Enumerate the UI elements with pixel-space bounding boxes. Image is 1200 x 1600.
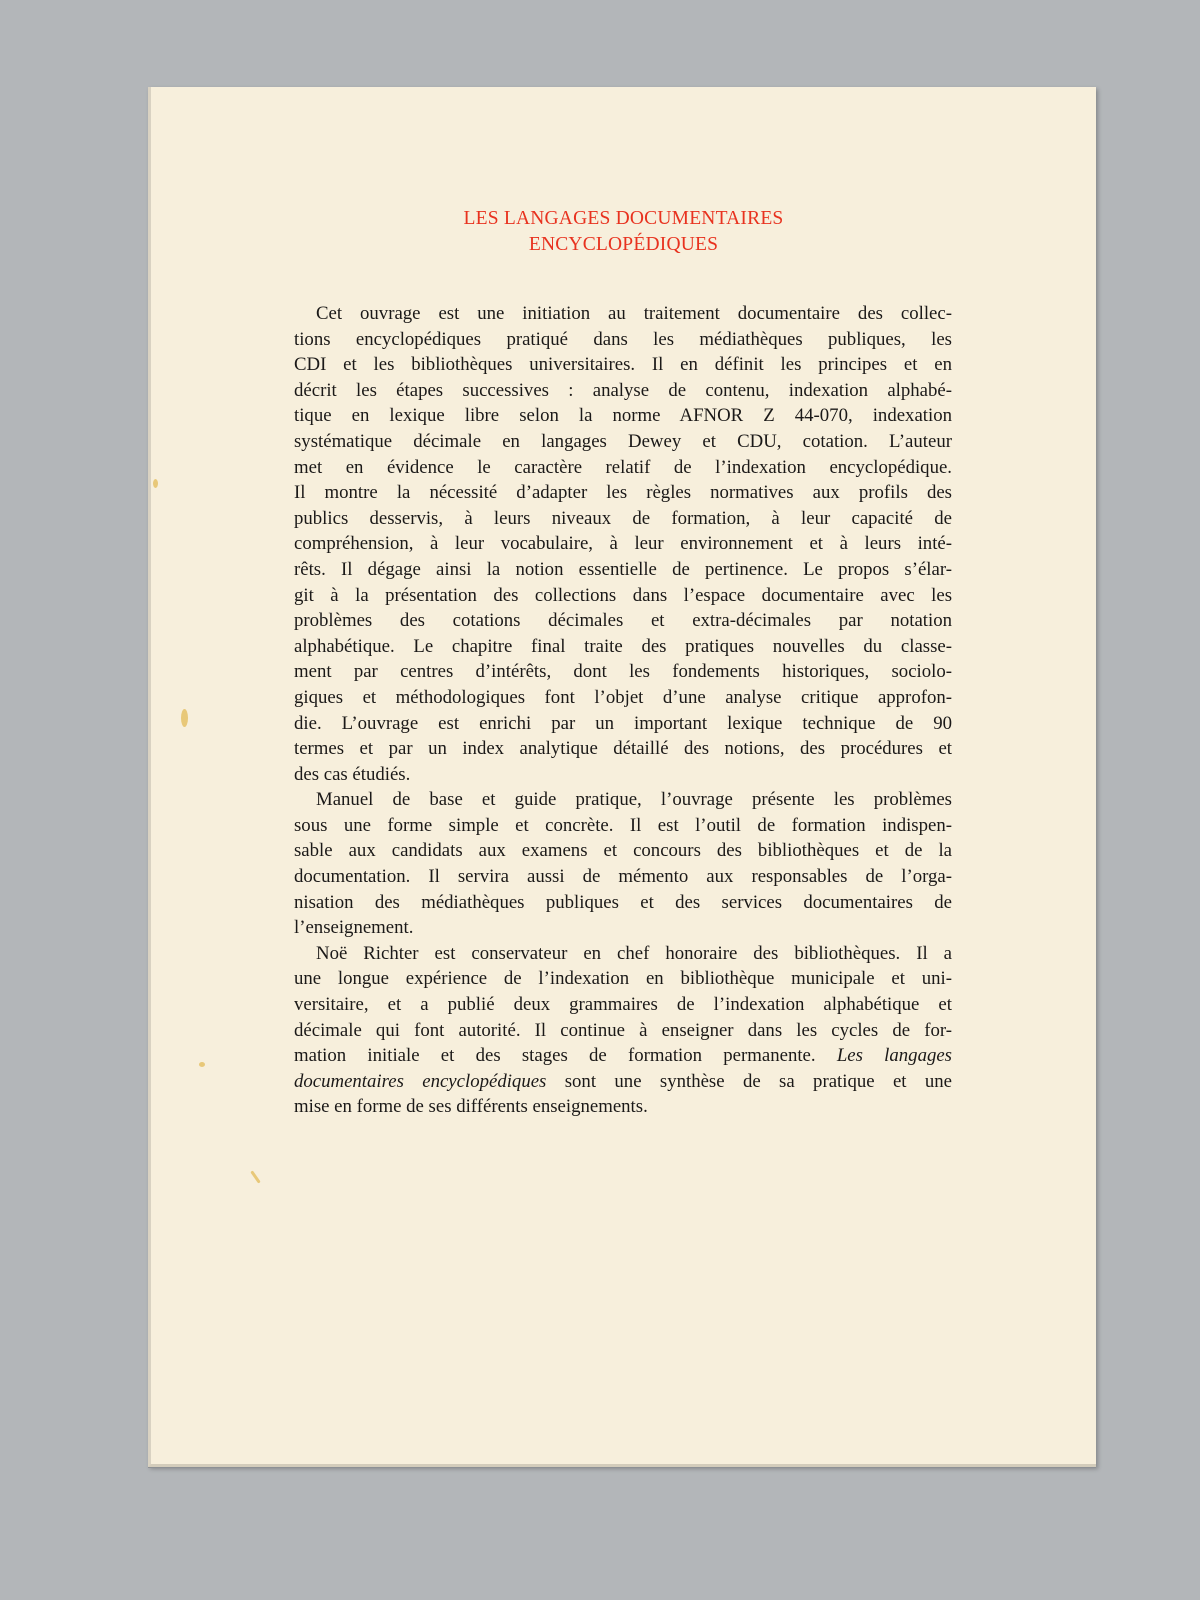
text-line: Manuel de base et guide pratique, l’ouvrage présente les problèmes (316, 789, 952, 811)
text-line: tique en lexique libre selon la norme AFNOR Z 44-070, indexation (294, 405, 952, 427)
text-line: sous une forme simple et concrète. Il est l’outil de formation indispen- (294, 814, 952, 836)
text-line: des cas étudiés. (294, 763, 411, 785)
text-line (294, 1069, 952, 1095)
paper-stain (181, 709, 188, 727)
text-line: Il montre la nécessité d’adapter les règles normatives aux profils des (294, 482, 952, 504)
text-line: ment par centres d’intérêts, dont les fondements historiques, sociolo- (294, 661, 952, 683)
text-line: mise en forme de ses différents enseignements. (294, 1096, 648, 1118)
paragraph-description (294, 301, 952, 787)
text-line: systématique décimale en langages Dewey et CDU, cotation. L’auteur (294, 430, 952, 452)
text-line: compréhension, à leur vocabulaire, à leur environnement et à leurs inté- (294, 533, 952, 555)
text-line (294, 1043, 952, 1069)
book-back-cover (148, 87, 1096, 1467)
title-line-1: LES LANGAGES DOCUMENTAIRES (463, 208, 784, 229)
text-line: met en évidence le caractère relatif de l’indexation encyclopédique. (294, 456, 952, 478)
paper-stain (250, 1170, 260, 1183)
paragraph-audience (294, 787, 952, 941)
text-line: documentation. Il servira aussi de mémento aux responsables de l’orga- (294, 866, 952, 888)
text-line: giques et méthodologiques font l’objet d’une analyse critique approfon- (294, 686, 952, 708)
text-line: nisation des médiathèques publiques et des services documentaires de (294, 891, 952, 913)
paragraph-author (294, 941, 952, 1120)
text-line: tions encyclopédiques pratiqué dans les médiathèques publiques, les (294, 328, 952, 350)
text-segment: sont une synthèse de sa pratique et une (564, 1070, 952, 1092)
text-line: rêts. Il dégage ainsi la notion essentielle de pertinence. Le propos s’élar- (294, 558, 952, 580)
paper-stain (153, 479, 158, 488)
text-line: alphabétique. Le chapitre final traite des pratiques nouvelles du classe- (294, 635, 952, 657)
text-segment: mation initiale et des stages de formation permanente. (294, 1045, 816, 1067)
text-line: l’enseignement. (294, 917, 414, 939)
text-line: problèmes des cotations décimales et extra-décimales par notation (294, 610, 952, 632)
blurb-text (294, 301, 952, 1120)
text-line: git à la présentation des collections dans l’espace documentaire avec les (294, 584, 952, 606)
paper-stain (199, 1062, 205, 1067)
book-title (151, 206, 1096, 258)
italic-title-part: Les langages (836, 1045, 952, 1067)
text-line: décimale qui font autorité. Il continue à enseigner dans les cycles de for- (294, 1019, 952, 1041)
text-line: termes et par un index analytique détaillé des notions, des procédures et (294, 738, 952, 760)
text-line: publics desservis, à leurs niveaux de formation, à leur capacité de (294, 507, 952, 529)
text-line: CDI et les bibliothèques universitaires. Il en définit les principes et en (294, 354, 952, 376)
text-line: Cet ouvrage est une initiation au traitement documentaire des collec- (316, 303, 952, 324)
title-line-2: ENCYCLOPÉDIQUES (528, 234, 719, 255)
text-line: Noë Richter est conservateur en chef honoraire des bibliothèques. Il a (316, 942, 952, 964)
text-line: décrit les étapes successives : analyse de contenu, indexation alphabé- (294, 379, 952, 401)
text-line: une longue expérience de l’indexation en bibliothèque municipale et uni- (294, 968, 952, 990)
text-line: die. L’ouvrage est enrichi par un important lexique technique de 90 (294, 712, 952, 734)
text-line: versitaire, et a publié deux grammaires de l’indexation alphabétique et (294, 994, 952, 1016)
text-line: sable aux candidats aux examens et concours des bibliothèques et de la (294, 840, 952, 862)
italic-title-part: documentaires encyclopédiques (294, 1070, 547, 1092)
